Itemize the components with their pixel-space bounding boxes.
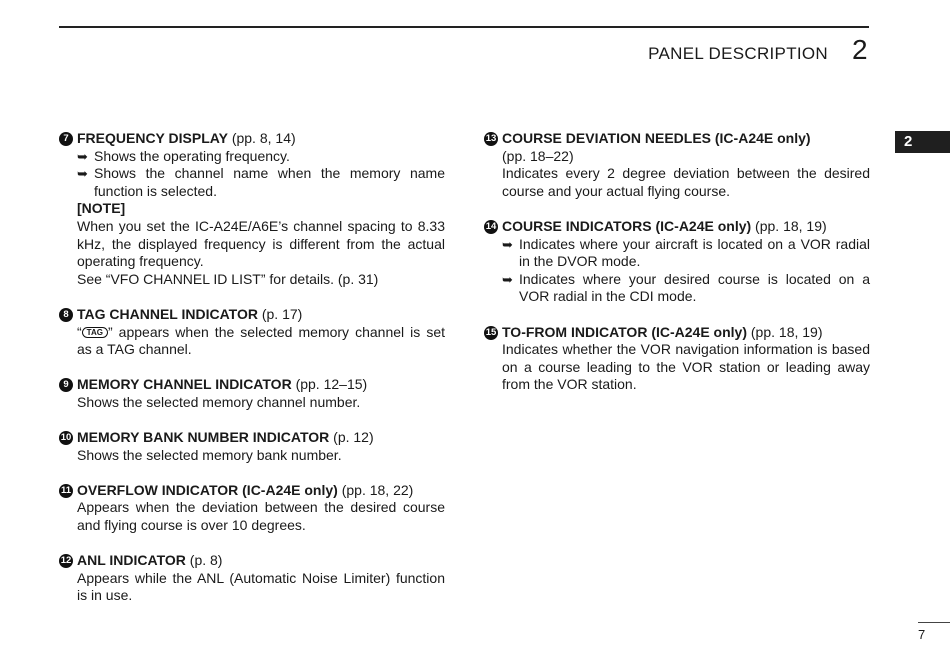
page-title: PANEL DESCRIPTION	[648, 44, 828, 63]
right-column	[484, 130, 870, 412]
entry-description: Indicates every 2 degree deviation between the desired course and your actual flying course.	[502, 165, 870, 199]
page-reference: (p. 17)	[257, 305, 303, 322]
page-reference: (pp. 18–22)	[502, 147, 574, 164]
entry-heading	[484, 130, 870, 148]
entry-heading	[59, 130, 445, 148]
footer-rule	[918, 622, 950, 623]
circled-number-15: 15	[485, 326, 497, 338]
entry-title: MEMORY BANK NUMBER INDICATOR	[77, 429, 330, 446]
note-label: [NOTE]	[77, 200, 126, 217]
entry-title: COURSE DEVIATION NEEDLES (IC-A24E only)	[502, 130, 811, 146]
entry-heading	[59, 482, 445, 500]
entry-description: Appears when the deviation between the desired course and flying course is over 10 degrees.	[77, 499, 445, 534]
bullet-item	[484, 271, 870, 306]
circled-number-11: 11	[60, 484, 72, 496]
entry-heading	[59, 552, 445, 570]
entry-description: Shows the selected memory bank number.	[77, 446, 342, 463]
chapter-number: 2	[852, 34, 868, 65]
entry-description: Indicates whether the VOR navigation information is based on a course leading to the VOR station or leading away from the VOR station.	[502, 341, 870, 393]
entry-title: TO-FROM INDICATOR (IC-A24E only)	[502, 323, 747, 340]
entry-title: TAG CHANNEL INDICATOR	[77, 305, 258, 322]
circled-number-10: 10	[60, 432, 72, 444]
circled-number-12: 12	[60, 555, 72, 567]
entry-anl-indicator	[59, 552, 445, 605]
entry-title: OVERFLOW INDICATOR (IC-A24E only)	[77, 481, 338, 498]
page-number: 7	[918, 627, 926, 642]
page-reference: (pp. 8, 14)	[227, 130, 296, 146]
entry-description: Appears while the ANL (Automatic Noise Limiter) function is in use.	[77, 569, 445, 604]
header-rule	[59, 26, 869, 28]
entry-memory-bank-number-indicator	[59, 429, 445, 464]
circled-number-14: 14	[485, 220, 497, 232]
bullet-item	[59, 148, 445, 166]
bullet-text: Shows the operating frequency.	[94, 147, 290, 164]
arrow-bullet-icon: ➥	[77, 166, 88, 182]
entry-description: Shows the selected memory channel number.	[77, 393, 361, 410]
entry-course-indicators	[484, 218, 870, 306]
entry-to-from-indicator	[484, 324, 870, 394]
page-reference: (p. 12)	[329, 429, 374, 446]
entry-description	[59, 324, 445, 359]
entry-heading	[59, 429, 445, 447]
bullet-text: Shows the channel name when the memory name function is selected.	[94, 165, 445, 199]
entry-heading	[59, 376, 445, 394]
chapter-side-tab: 2	[895, 131, 950, 153]
entry-frequency-display	[59, 130, 445, 288]
entry-title: ANL INDICATOR	[77, 552, 186, 569]
bullet-text: Indicates where your aircraft is located on a VOR radial in the DVOR mode.	[519, 235, 870, 270]
arrow-bullet-icon: ➥	[502, 236, 513, 252]
entry-memory-channel-indicator	[59, 376, 445, 411]
entry-title: MEMORY CHANNEL INDICATOR	[77, 376, 292, 393]
page-reference: (pp. 18, 19)	[747, 323, 823, 340]
bullet-item	[59, 165, 445, 200]
bullet-text: Indicates where your desired course is located on a VOR radial in the CDI mode.	[519, 270, 870, 305]
entry-heading	[59, 306, 445, 324]
arrow-bullet-icon: ➥	[77, 148, 88, 164]
circled-number-8: 8	[59, 308, 73, 322]
left-column	[59, 130, 445, 623]
entry-title: FREQUENCY DISPLAY	[77, 130, 228, 146]
entry-title: COURSE INDICATORS (IC-A24E only)	[502, 217, 752, 234]
page-reference: (pp. 12–15)	[291, 376, 368, 393]
bullet-item	[484, 236, 870, 271]
quote-mark: “	[77, 323, 82, 340]
arrow-bullet-icon: ➥	[502, 271, 513, 287]
entry-tag-channel-indicator	[59, 306, 445, 359]
entry-heading	[484, 218, 870, 236]
entry-heading	[484, 324, 870, 342]
entry-overflow-indicator	[59, 482, 445, 535]
note-text: When you set the IC-A24E/A6E’s channel spacing to 8.33 kHz, the displayed frequency is different from the actual operating frequency.	[77, 217, 445, 270]
circled-number-9: 9	[59, 378, 73, 392]
see-also-text: See “VFO CHANNEL ID LIST” for details. (p. 31)	[77, 270, 379, 287]
page-reference: (p. 8)	[185, 552, 223, 569]
page-reference: (pp. 18, 22)	[337, 481, 414, 498]
circled-number-13: 13	[485, 133, 497, 144]
tag-badge-icon: TAG	[82, 327, 108, 338]
page-reference: (pp. 18, 19)	[751, 217, 827, 234]
description-text: ” appears when the selected memory channel is set as a TAG channel.	[77, 323, 445, 358]
circled-number-7: 7	[59, 132, 73, 146]
entry-course-deviation-needles	[484, 130, 870, 200]
